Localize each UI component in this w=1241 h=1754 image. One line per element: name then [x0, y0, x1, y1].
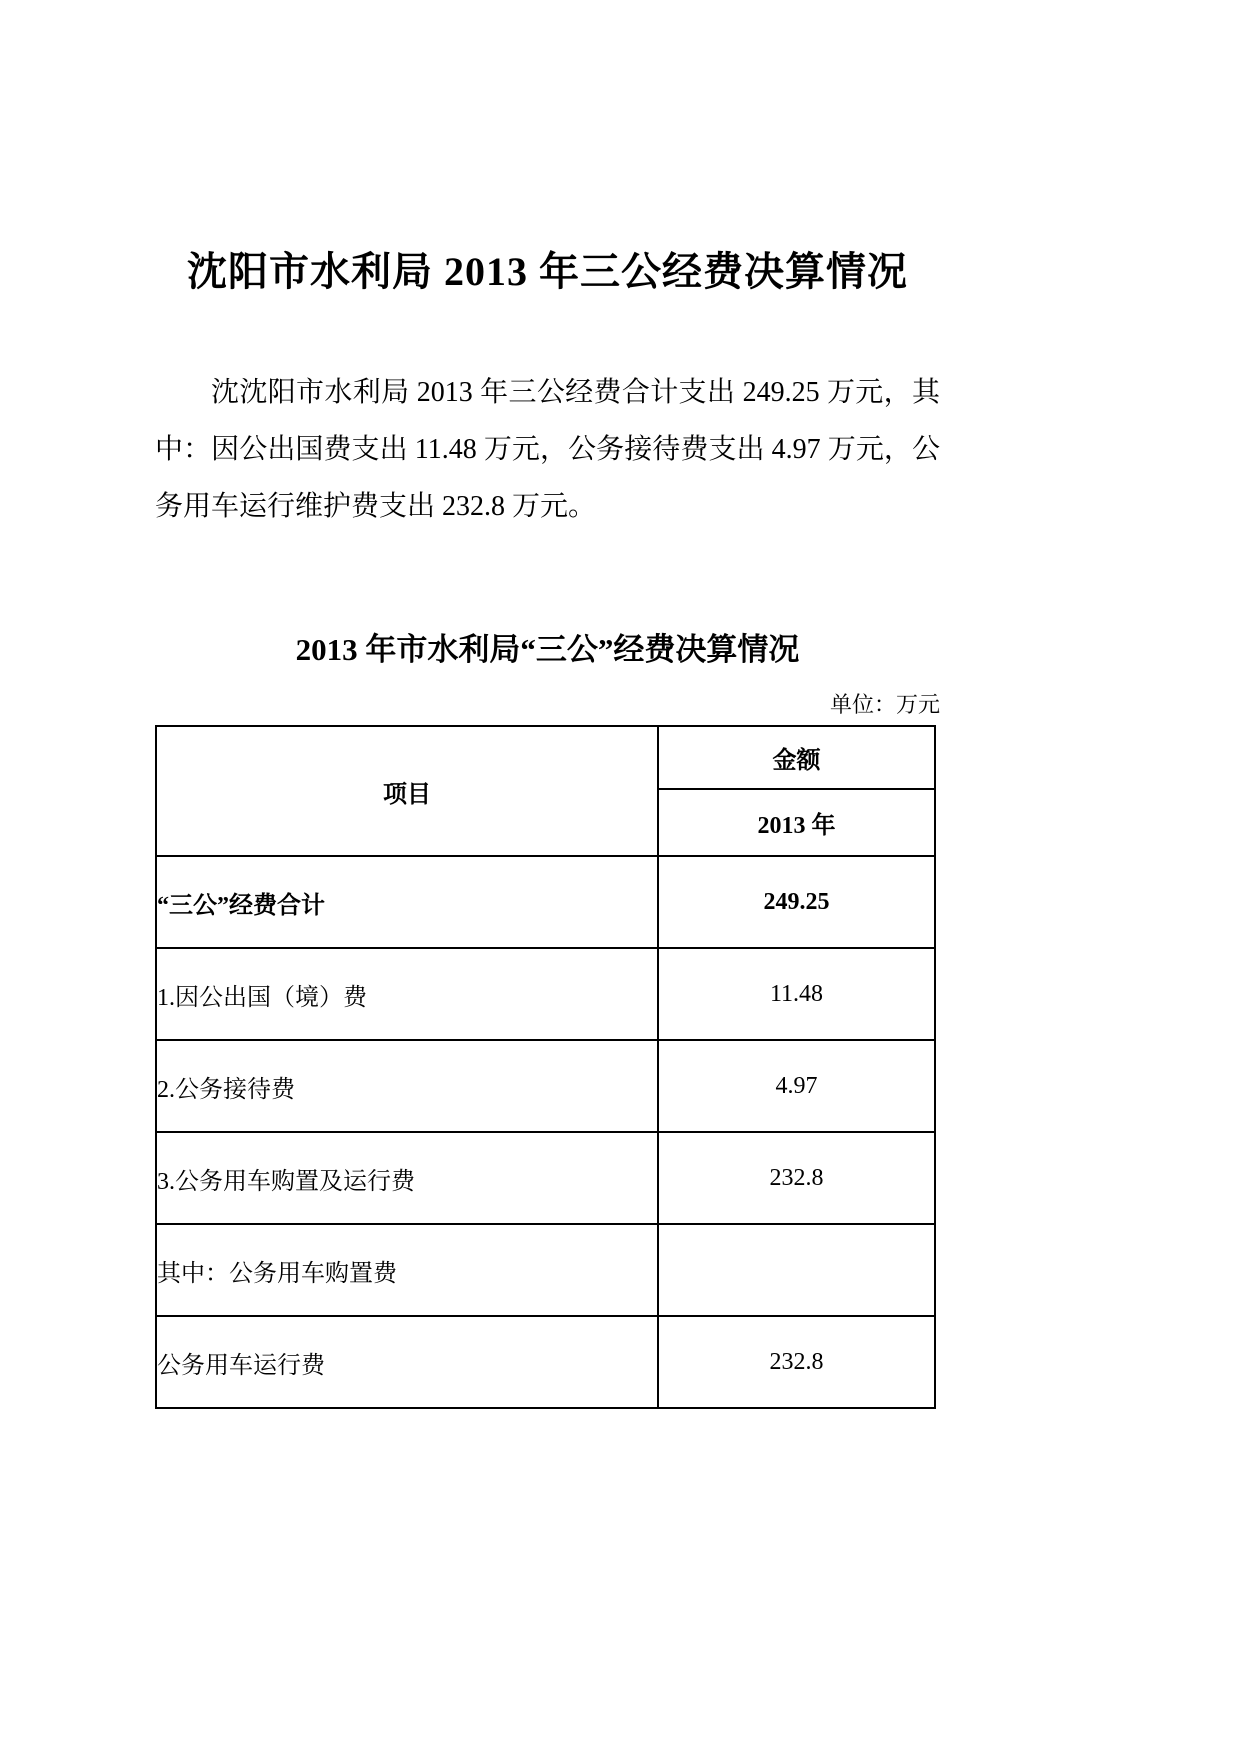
table-header-row-1	[156, 726, 935, 789]
row-value: 249.25	[658, 856, 935, 948]
expense-table	[155, 725, 936, 1409]
table-row	[156, 1224, 935, 1316]
row-label: 2.公务接待费	[156, 1040, 658, 1132]
intro-paragraph: 沈沈阳市水利局 2013 年三公经费合计支出 249.25 万元，其中：因公出国费支出 11.48 万元，公务接待费支出 4.97 万元，公务用车运行维护费支出 232.8 万元。	[155, 377, 940, 522]
row-value: 232.8	[658, 1132, 935, 1224]
table-row	[156, 1316, 935, 1408]
row-label: 其中：公务用车购置费	[156, 1224, 658, 1316]
page-title: 沈阳市水利局 2013 年三公经费决算情况	[187, 249, 908, 294]
table-title: 2013 年市水利局“三公”经费决算情况	[295, 632, 800, 667]
row-value: 11.48	[658, 948, 935, 1040]
row-label: 3.公务用车购置及运行费	[156, 1132, 658, 1224]
row-label: 1.因公出国（境）费	[156, 948, 658, 1040]
header-amount: 金额	[658, 726, 935, 789]
unit-label: 单位：万元	[829, 692, 940, 718]
row-value: 4.97	[658, 1040, 935, 1132]
header-item: 项目	[156, 726, 658, 856]
row-label: “三公”经费合计	[156, 856, 658, 948]
document-page	[155, 0, 940, 1409]
table-row	[156, 948, 935, 1040]
table-row	[156, 1040, 935, 1132]
header-year: 2013 年	[658, 789, 935, 856]
row-value	[658, 1224, 935, 1316]
table-row	[156, 1132, 935, 1224]
row-label: 公务用车运行费	[156, 1316, 658, 1408]
row-value: 232.8	[658, 1316, 935, 1408]
table-row	[156, 856, 935, 948]
